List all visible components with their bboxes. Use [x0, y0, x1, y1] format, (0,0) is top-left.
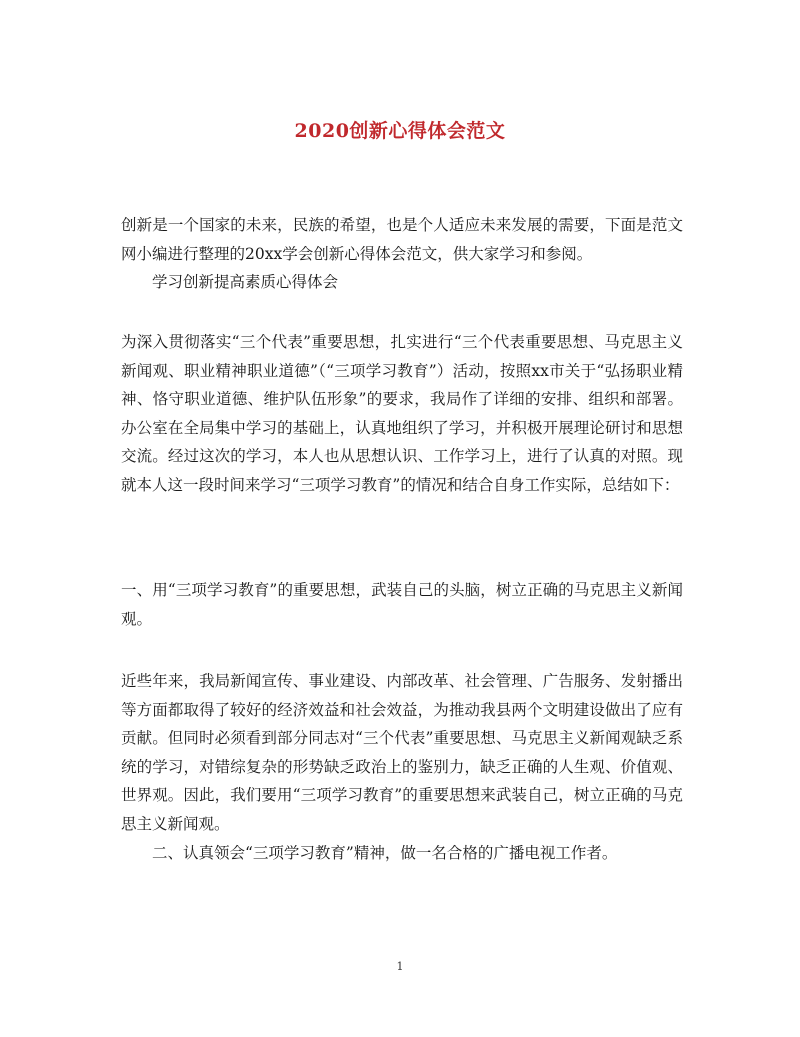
point-one-heading: 一、用“三项学习教育”的重要思想，武装自己的头脑，树立正确的马克思主义新闻观。: [121, 581, 683, 628]
page-number: 1: [396, 960, 404, 973]
intro-paragraph: 创新是一个国家的未来，民族的希望，也是个人适应未来发展的需要，下面是范文网小编进行整理的20xx学会创新心得体会范文，供大家学习和参阅。: [121, 216, 683, 263]
point-two-heading: 二、认真领会“三项学习教育”精神，做一名合格的广播电视工作者。: [152, 844, 618, 862]
body-paragraph-1: 为深入贯彻落实“三个代表”重要思想，扎实进行“三个代表重要思想、马克思主义新闻观、职业精神职业道德”（“三项学习教育”）活动，按照xx市关于“弘扬职业精神、恪守职业道德、维护队伍形象”的要求，我局作了详细的安排、组织和部署。办公室在全局集中学习的基础上，认真地组织了学习，并积极开展理论研讨和思想交流。经过这次的学习，本人也从思想认识、工作学习上，进行了认真的对照。现就本人这一段时间来学习“三项学习教育”的情况和结合自身工作实际，总结如下：: [121, 333, 683, 494]
body-paragraph-2: 近些年来，我局新闻宣传、事业建设、内部改革、社会管理、广告服务、发射播出等方面都取得了较好的经济效益和社会效益，为推动我县两个文明建设做出了应有贡献。但同时必须看到部分同志对“三个代表”重要思想、马克思主义新闻观缺乏系统的学习，对错综复杂的形势缺乏政治上的鉴别力，缺乏正确的人生观、价值观、世界观。因此，我们要用“三项学习教育”的重要思想来武装自己，树立正确的马克思主义新闻观。: [121, 672, 683, 833]
document-title: 2020创新心得体会范文: [294, 120, 506, 142]
section-heading: 学习创新提高素质心得体会: [152, 273, 339, 291]
